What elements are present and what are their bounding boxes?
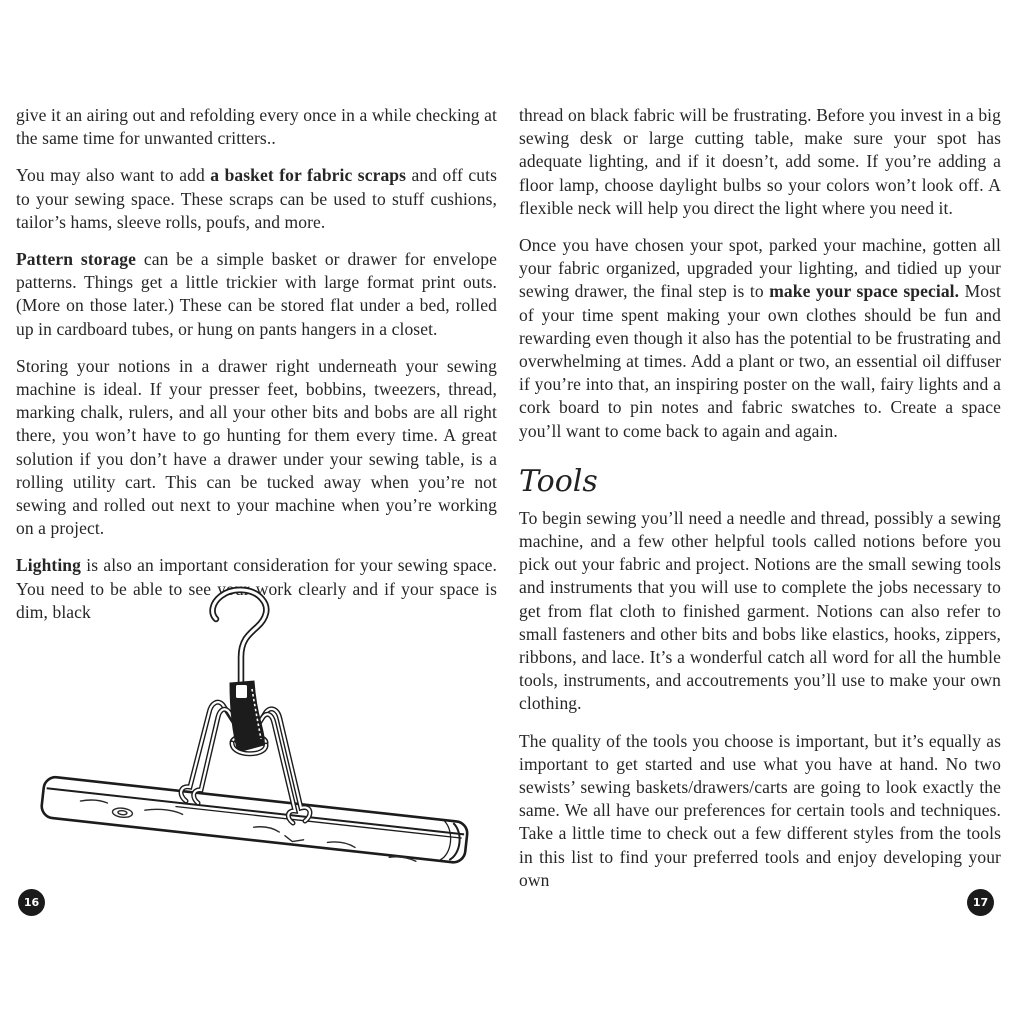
hanger-wooden-bar [28, 776, 468, 883]
right-text-column [519, 104, 1001, 906]
hanger-hook [213, 590, 267, 689]
paragraph [519, 104, 1001, 220]
text-run: thread on black fabric will be frustrating. Before you invest in a big sewing desk or large cutting table, make sure your spot has adequate lighting, and if it doesn’t, add some. If you’re adding a floor lamp, choose daylight bulbs so your colors won’t look off. A flexible neck will help you direct the light where you need it. [519, 105, 1001, 218]
text-run-bold: make your space special. [769, 281, 960, 302]
text-run: Most of your time spent making your own clothes should be fun and rewarding even though it also has the potential to be frustrating and overwhelming at times. Add a plant or two, an essential oil diffuser if you’re into that, an inspiring poster on the wall, fairy lights and a cork board to pin notes and fabric swatches to. Create a space you’ll want to come back to again and again. [519, 281, 1001, 441]
text-run: To begin sewing you’ll need a needle and thread, possibly a sewing machine, and a few other helpful tools called notions before you pick out your fabric and project. Notions are the small sewing tools and instruments that you will use to complete the jobs necessary to get from flat cloth to finished garment. Notions can also refer to small fasteners and other bits and bobs like elastics, hooks, zippers, ribbons, and lace. It’s a wonderful catch all word for all the humble tools, instruments, and accoutrements you’ll use to make your own clothing. [519, 507, 1001, 714]
text-run: You may also want to add [16, 165, 211, 186]
pants-hanger-drawing [28, 583, 494, 883]
hanger-clip [230, 681, 264, 752]
page-number-badge-right: 17 [967, 889, 994, 916]
paragraph [519, 234, 1001, 443]
paragraph [16, 248, 497, 341]
pants-hanger-illustration [28, 583, 494, 883]
paragraph [16, 164, 497, 234]
page-number-badge-left: 16 [18, 889, 45, 916]
text-run-bold: Lighting [16, 555, 81, 576]
left-text-column [16, 104, 497, 638]
paragraph [519, 507, 1001, 716]
paragraph [16, 355, 497, 541]
section-heading: Tools [519, 463, 598, 499]
text-run-bold: Pattern storage [16, 249, 137, 270]
text-run: Once you have chosen your spot, parked your machine, gotten all your fabric organized, upgraded your lighting, and tidied up your sewing drawer, the final step is to [519, 235, 1001, 302]
paragraph [16, 104, 497, 150]
text-run: Storing your notions in a drawer right underneath your sewing machine is ideal. If your presser feet, bobbins, tweezers, thread, marking chalk, rulers, and all your other bits and bobs are all right there, you won’t have to go hunting for them every time. A great solution if you don’t have a drawer under your sewing table, is a rolling utility cart. This can be tucked away when you’re not sewing and rolled out next to your machine when you’re working on a project. [16, 355, 497, 539]
text-run: give it an airing out and refolding every once in a while checking at the same time for unwanted critters.. [16, 105, 497, 149]
paragraph [519, 730, 1001, 892]
text-run: and off cuts to your sewing space. These scraps can be used to stuff cushions, tailor’s hams, sleeve rolls, poufs, and more. [16, 165, 497, 232]
text-run: can be a simple basket or drawer for envelope patterns. Things get a little trickier with large format print outs. (More on those later.) These can be stored flat under a bed, rolled up in cardboard tubes, or hung on pants hangers in a closet. [16, 249, 497, 339]
text-run: The quality of the tools you choose is important, but it’s equally as important to get started and use what you have at hand. No two sewists’ sewing baskets/drawers/carts are going to look exactly the same. We all have our preferences for certain tools and techniques. Take a little time to check out a few different styles from the tools in this list to find your preferred tools and enjoy developing your own [519, 730, 1001, 890]
text-run-bold: a basket for fabric scraps [210, 165, 407, 186]
text-run: is also an important consideration for your sewing space. You need to be able to see your work clearly and if your space is dim, black [16, 555, 497, 622]
